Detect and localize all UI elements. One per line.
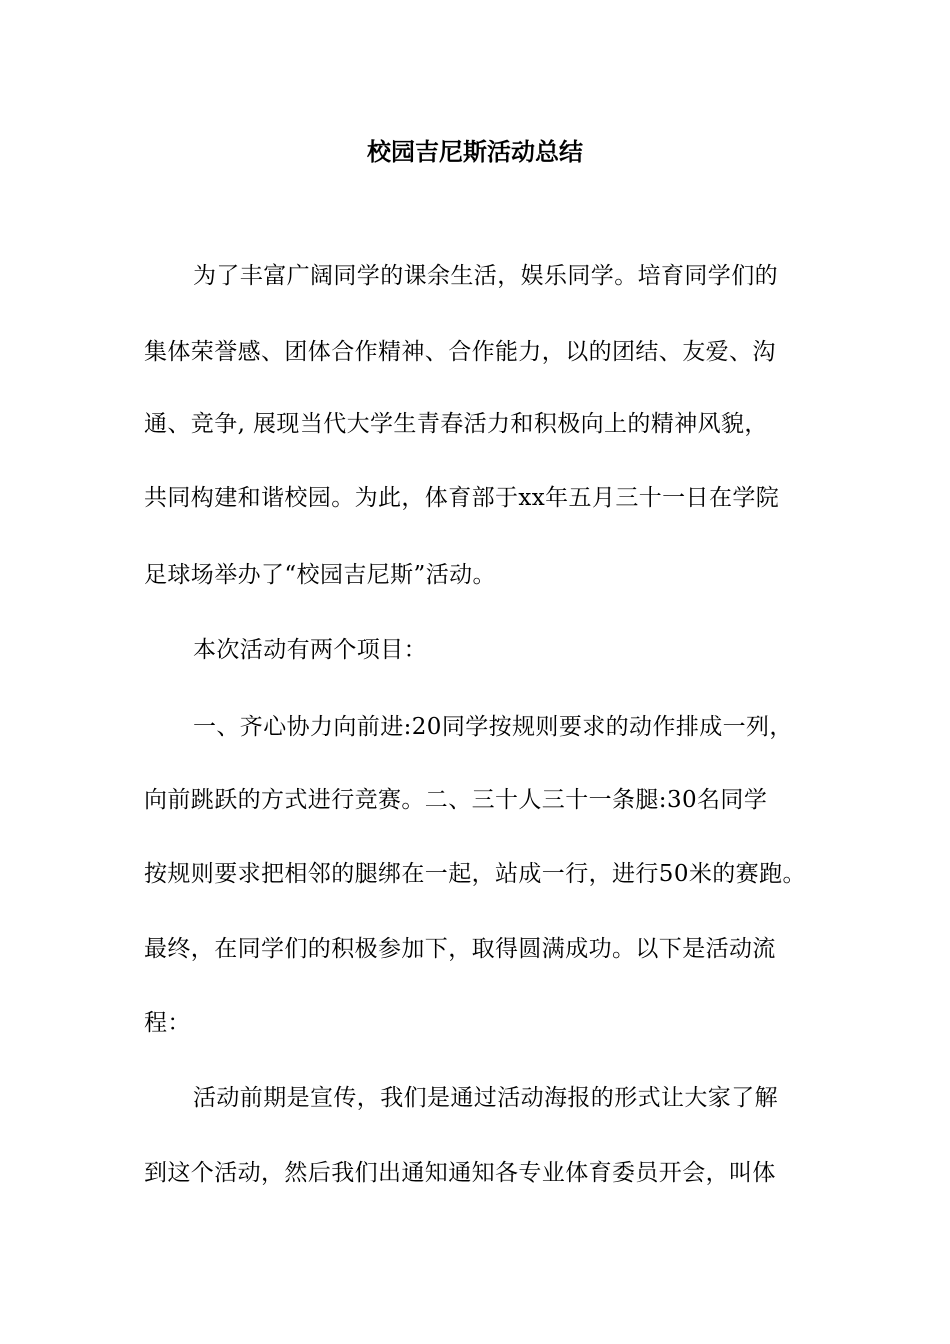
paragraph-3-line-5: 程：	[144, 1010, 191, 1036]
paragraph-1-line-1: 为了丰富广阔同学的课余生活，娱乐同学。培育同学们的	[193, 263, 778, 289]
paragraph-2-line-1: 本次活动有两个项目：	[193, 637, 427, 663]
paragraph-1-line-4: 共同构建和谐校园。为此，体育部于xx年五月三十一日在学院	[144, 485, 780, 511]
paragraph-1-line-2: 集体荣誉感、团体合作精神、合作能力，以的团结、友爱、沟	[144, 339, 776, 365]
paragraph-4-line-1: 活动前期是宣传，我们是通过活动海报的形式让大家了解	[193, 1085, 778, 1111]
paragraph-3-line-4: 最终，在同学们的积极参加下，取得圆满成功。以下是活动流	[144, 936, 776, 962]
paragraph-1-line-3: 通、竞争, 展现当代大学生青春活力和积极向上的精神风貌，	[144, 411, 768, 437]
paragraph-3-line-3: 按规则要求把相邻的腿绑在一起，站成一行，进行50米的赛跑。	[144, 861, 806, 887]
document-title: 校园吉尼斯活动总结	[367, 138, 583, 166]
paragraph-1-line-5: 足球场举办了“校园吉尼斯”活动。	[144, 562, 496, 588]
paragraph-3-line-2: 向前跳跃的方式进行竞赛。二、三十人三十一条腿:30名同学	[144, 787, 768, 813]
paragraph-3-line-1: 一、齐心协力向前进:20同学按规则要求的动作排成一列，	[193, 714, 793, 740]
paragraph-4-line-2: 到这个活动，然后我们出通知通知各专业体育委员开会，叫体	[144, 1160, 776, 1186]
